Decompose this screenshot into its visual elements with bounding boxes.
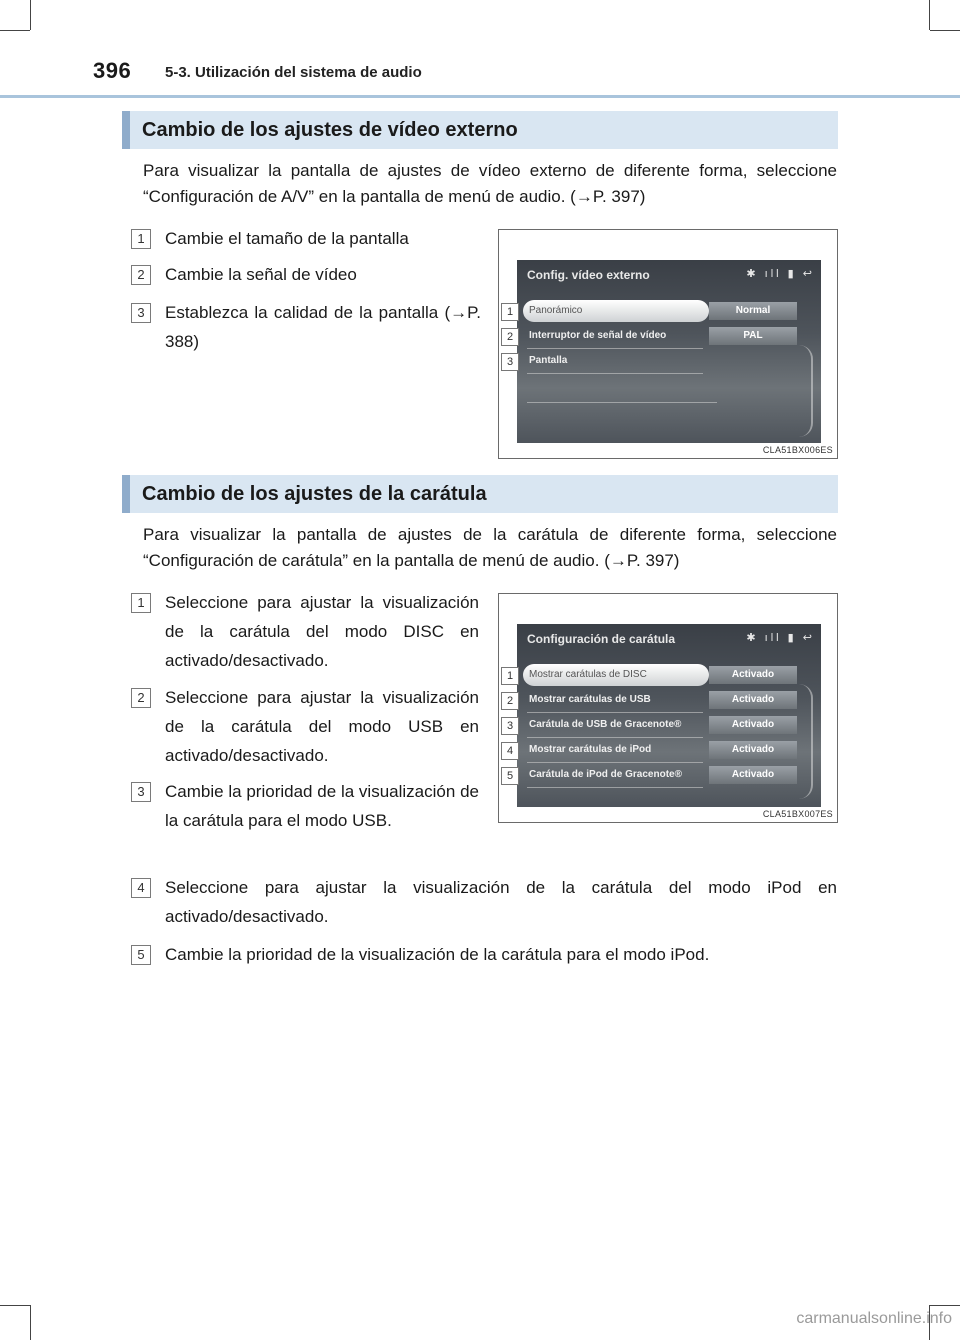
row-divider	[527, 373, 703, 374]
crop-mark	[30, 0, 31, 30]
crop-mark	[0, 30, 30, 31]
row-label[interactable]: Carátula de USB de Gracenote®	[529, 719, 682, 730]
row-value[interactable]: Activado	[709, 691, 797, 709]
callout-number: 1	[501, 667, 519, 685]
callout-number: 2	[501, 328, 519, 346]
row-label[interactable]: Mostrar carátulas de USB	[529, 694, 651, 705]
callout-number: 4	[501, 742, 519, 760]
figure-code: CLA51BX007ES	[762, 809, 833, 819]
row-value[interactable]: Normal	[709, 302, 797, 320]
row-value[interactable]: PAL	[709, 327, 797, 345]
row-label[interactable]: Pantalla	[529, 355, 568, 366]
step-text: Establezca la calidad de la pantalla (→P. 388)	[165, 303, 481, 351]
row-label[interactable]: Mostrar carátulas de DISC	[529, 669, 647, 680]
callout-number: 2	[501, 692, 519, 710]
section-heading	[122, 475, 838, 513]
section-title: Cambio de los ajustes de la carátula	[142, 483, 487, 505]
watermark: carmanualsonline.info	[796, 1310, 952, 1327]
row-value[interactable]: Activado	[709, 741, 797, 759]
row-divider	[527, 787, 703, 788]
row-divider	[527, 712, 703, 713]
callout-number: 3	[501, 353, 519, 371]
scroll-arc	[799, 345, 813, 437]
row-label[interactable]: Interruptor de señal de vídeo	[529, 330, 667, 341]
screen	[517, 260, 821, 443]
screen-title: Config. vídeo externo	[527, 268, 650, 282]
step-text: Cambie la prioridad de la visualización de la carátula para el modo USB.	[165, 782, 479, 830]
row-value[interactable]: Activado	[709, 666, 797, 684]
row-divider	[527, 762, 703, 763]
crop-mark	[30, 1305, 31, 1340]
section-intro: Para visualizar la pantalla de ajustes de la carátula de diferente forma, seleccione “Configuración de carátula” en la pantalla de menú de audio. (→P. 397)	[143, 525, 837, 570]
row-divider	[527, 737, 703, 738]
header-rule	[0, 95, 960, 98]
screen-title: Configuración de carátula	[527, 632, 676, 646]
step-number: 3	[131, 303, 151, 323]
status-icons: ✱ ıll ▮ ↩	[746, 632, 815, 644]
row-label[interactable]: Carátula de iPod de Gracenote®	[529, 769, 682, 780]
row-value[interactable]: Activado	[709, 716, 797, 734]
callout-number: 3	[501, 717, 519, 735]
step-number: 2	[131, 688, 151, 708]
step-text: Cambie el tamaño de la pantalla	[165, 229, 409, 248]
running-header: 5-3. Utilización del sistema de audio	[165, 64, 422, 81]
status-icons: ✱ ıll ▮ ↩	[746, 268, 815, 280]
crop-mark	[0, 1305, 30, 1306]
step-text: Seleccione para ajustar la visualización de la carátula del modo DISC en activado/desactivado.	[165, 593, 479, 670]
step-number: 1	[131, 593, 151, 613]
section-intro: Para visualizar la pantalla de ajustes de vídeo externo de diferente forma, seleccione “Configuración de A/V” en la pantalla de menú de audio. (→P. 397)	[143, 161, 837, 206]
row-label[interactable]: Mostrar carátulas de iPod	[529, 744, 652, 755]
callout-number: 5	[501, 767, 519, 785]
crop-mark	[930, 1305, 960, 1306]
section-title: Cambio de los ajustes de vídeo externo	[142, 119, 518, 141]
crop-mark	[930, 30, 960, 31]
section-heading	[122, 111, 838, 149]
step-text: Seleccione para ajustar la visualización de la carátula del modo USB en activado/desactivado.	[165, 688, 479, 765]
step-text: Cambie la prioridad de la visualización de la carátula para el modo iPod.	[165, 945, 710, 964]
figure-code: CLA51BX006ES	[762, 445, 833, 455]
screen	[517, 624, 821, 807]
row-label[interactable]: Panorámico	[529, 305, 583, 316]
row-divider	[527, 402, 717, 403]
step-number: 4	[131, 878, 151, 898]
page-number: 396	[93, 58, 132, 83]
step-number: 1	[131, 229, 151, 249]
callout-number: 1	[501, 303, 519, 321]
row-divider	[527, 348, 703, 349]
step-text: Seleccione para ajustar la visualización de la carátula del modo iPod en activado/desactivado.	[165, 878, 837, 926]
step-number: 3	[131, 782, 151, 802]
row-value[interactable]: Activado	[709, 766, 797, 784]
step-number: 2	[131, 265, 151, 285]
step-number: 5	[131, 945, 151, 965]
scroll-arc	[799, 684, 813, 799]
crop-mark	[929, 0, 930, 30]
figure-video-settings	[498, 229, 838, 459]
step-text: Cambie la señal de vídeo	[165, 265, 357, 284]
figure-cover-art-settings	[498, 593, 838, 823]
